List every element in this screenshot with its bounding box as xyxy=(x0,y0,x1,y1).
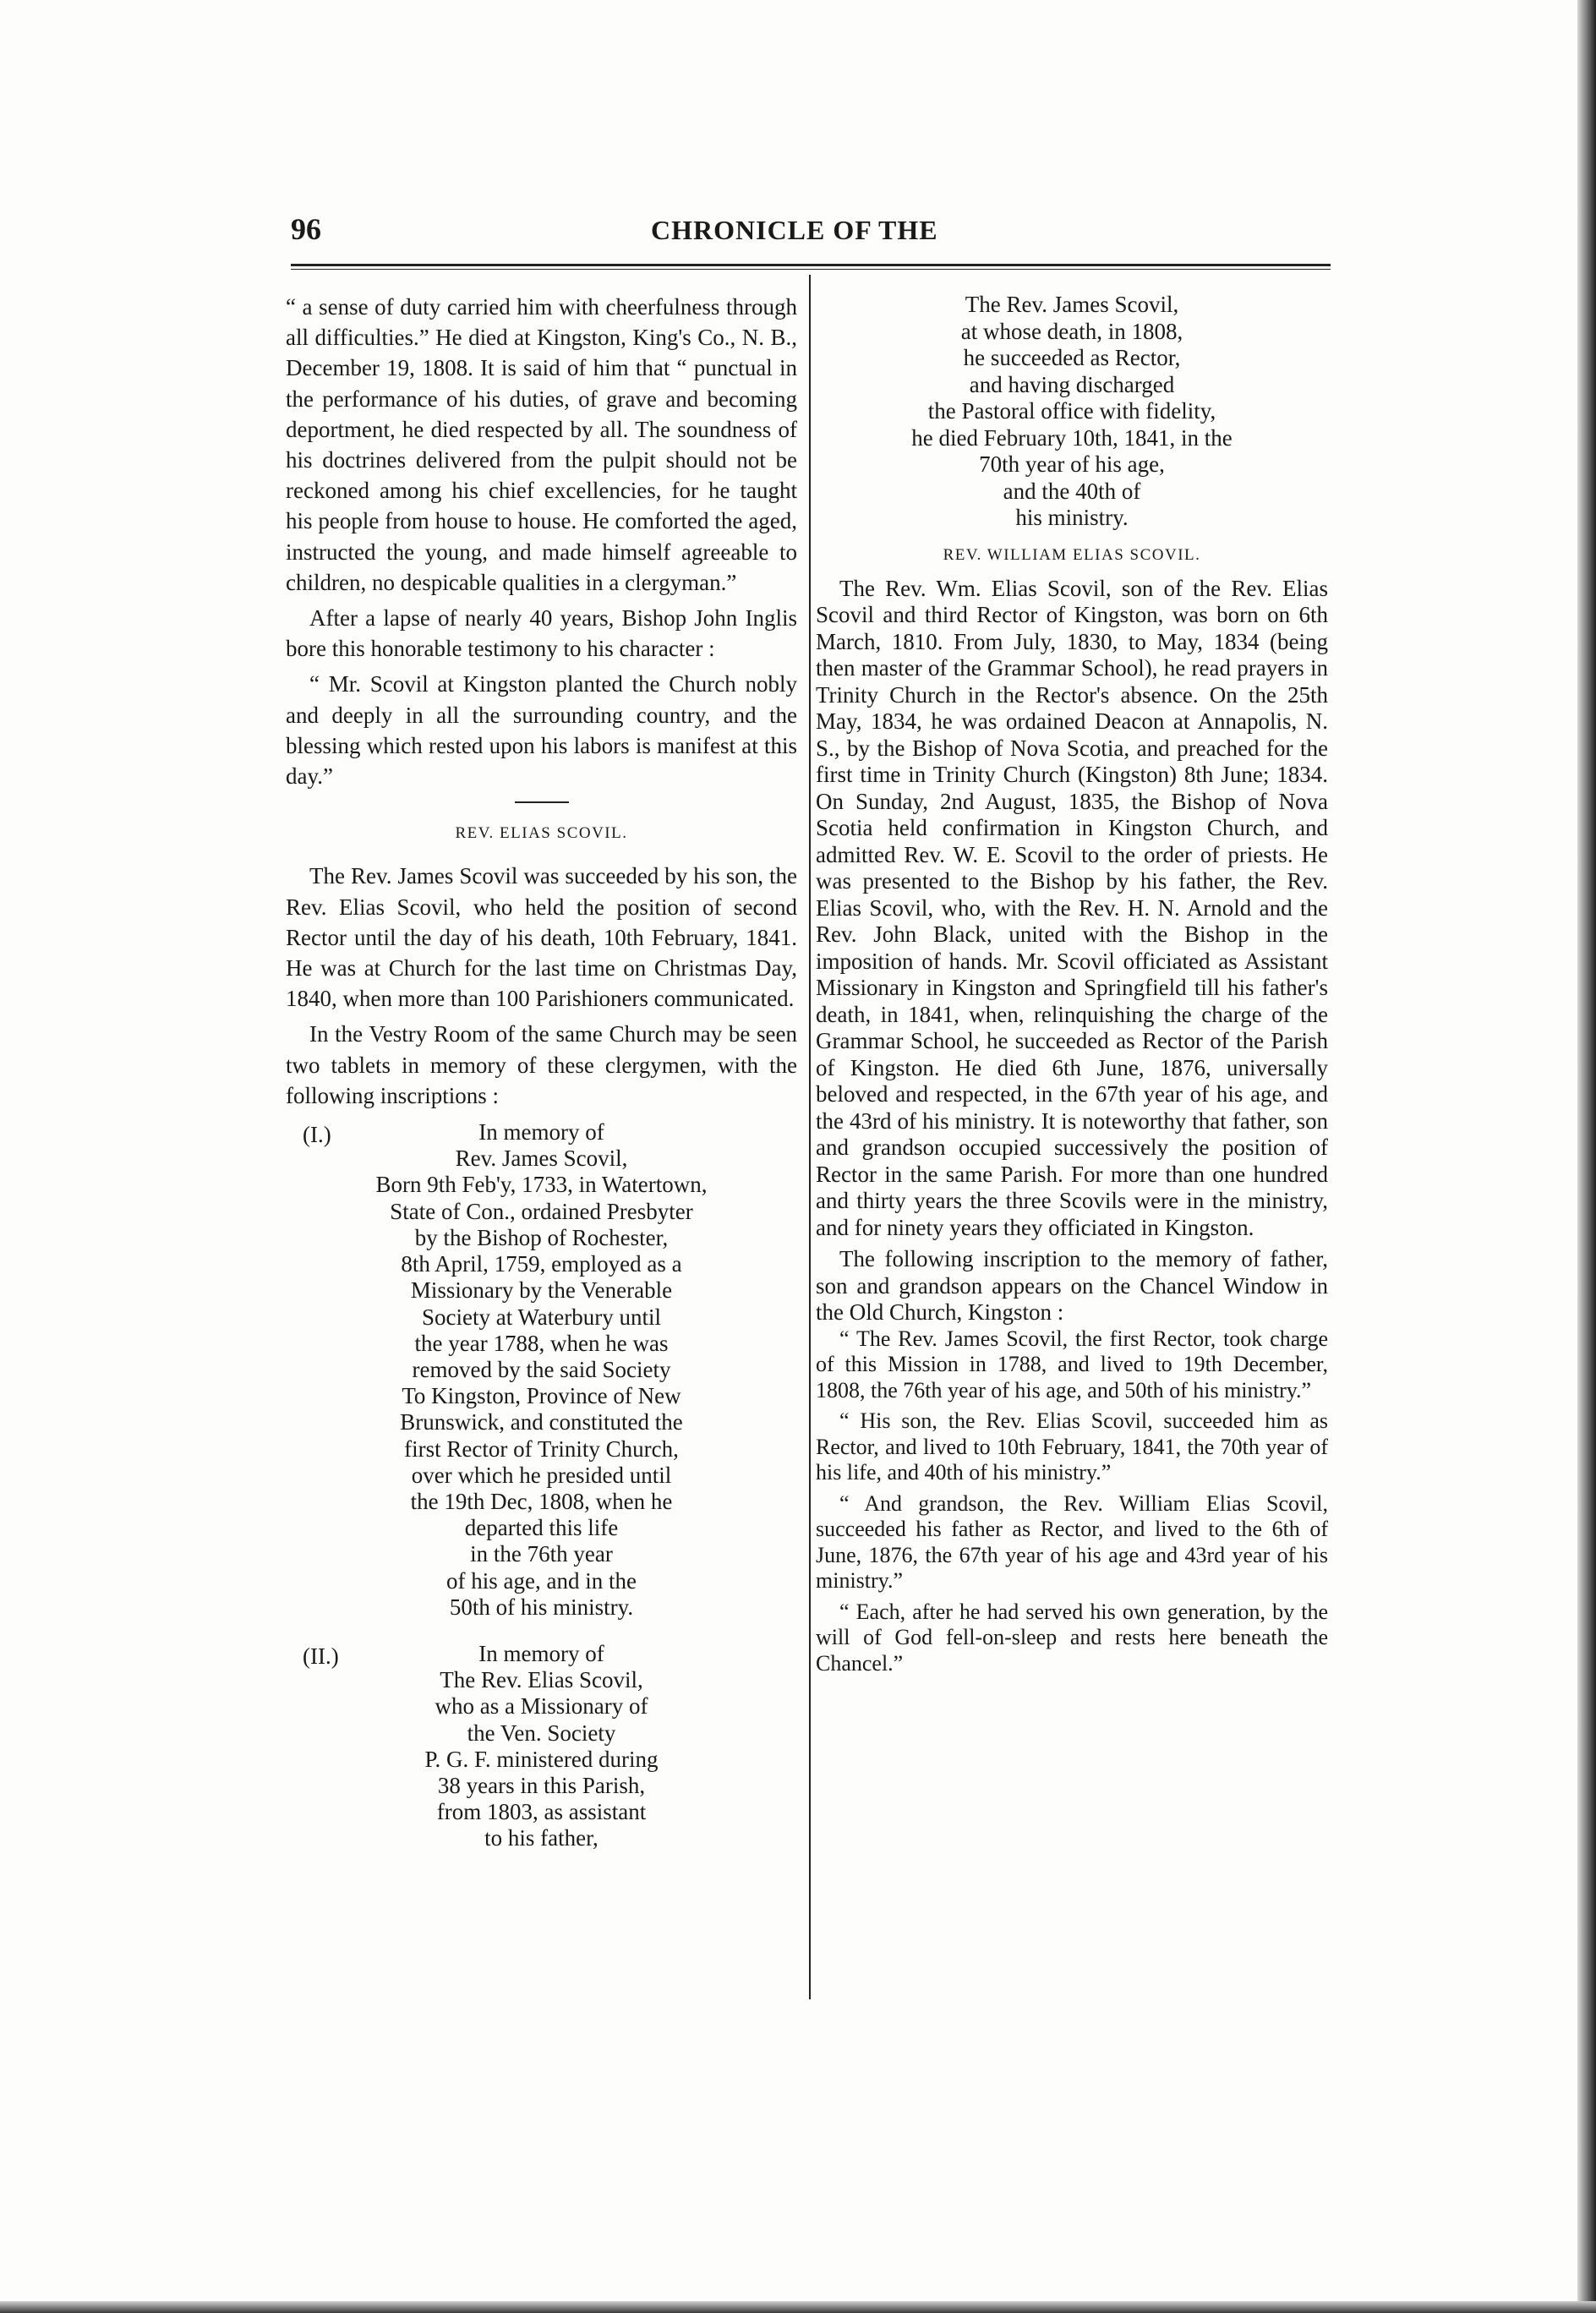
tablet-lines xyxy=(286,1119,797,1621)
quotation: “ The Rev. James Scovil, the first Rector, took charge of this Mission in 1788, and lived to 19th December, 1808, the 76th year of his age, and 50th of his ministry.” xyxy=(816,1326,1328,1403)
inscription-line: Rev. James Scovil, xyxy=(455,1146,628,1172)
paragraph: The Rev. Wm. Elias Scovil, son of the Rev. Elias Scovil and third Rector of Kingston, was born on 6th March, 1810. From July, 1830, to May, 1834 (being then master of the Grammar School), he read prayers in Trinity Church in the Rector's absence. On the 25th May, 1834, he was ordained Deacon at Annapolis, N. S., by the Bishop of Nova Scotia, and preached for the first time in Trinity Church (Kingston) 8th June; 1834. On Sunday, 2nd August, 1835, the Bishop of Nova Scotia held confirmation in Kingston Church, and admitted Rev. W. E. Scovil to the order of priests. He was presented to the Bishop by his father, the Rev. Elias Scovil, who, with the Rev. H. N. Arnold and the Rev. John Black, united with the Bishop in the imposition of hands. Mr. Scovil officiated as Assistant Missionary in Kingston and Springfield till his father's death, in 1841, when, relinquishing the charge of the Grammar School, he succeeded as Rector of the Parish of Kingston. He died 6th June, 1876, universally beloved and respected, in the 67th year of his age, and the 43rd of his ministry. It is noteworthy that father, son and grandson occupied successively the position of Rector in the same Parish. For more than one hundred and thirty years the three Scovils were in the ministry, and for ninety years they officiated in Kingston. xyxy=(816,575,1328,1240)
right-column xyxy=(816,292,1328,1676)
inscription-line: his ministry. xyxy=(1015,505,1129,530)
inscription-line: In memory of xyxy=(478,1640,604,1666)
column-divider xyxy=(809,275,811,1999)
inscription-line: to his father, xyxy=(484,1825,598,1851)
inscription-line: he succeeded as Rector, xyxy=(963,345,1181,370)
inscription-line: of his age, and in the xyxy=(446,1567,637,1594)
page-edge-shadow xyxy=(1577,0,1596,2313)
quotation: “ Mr. Scovil at Kingston planted the Church nobly and deeply in all the surrounding country, and the blessing which rested upon his labors is manifest at this day.” xyxy=(286,671,797,790)
page-bottom-shadow xyxy=(0,2301,1596,2313)
inscription-line: the 19th Dec, 1808, when he xyxy=(410,1488,673,1514)
inscription-line: who as a Missionary of xyxy=(435,1693,648,1720)
paragraph: After a lapse of nearly 40 years, Bishop John Inglis bore this honorable testimony to his character : xyxy=(286,605,797,662)
inscription-line: by the Bishop of Rochester, xyxy=(414,1224,669,1250)
inscription-line: over which he presided until xyxy=(411,1462,672,1488)
inscription-line: from 1803, as assistant xyxy=(436,1799,647,1825)
inscription-line: Society at Waterbury until xyxy=(421,1304,661,1330)
paragraph: “ a sense of duty carried him with cheerfulness through all difficulties.” He died at Kingston, King's Co., N. B., December 19, 1808. It is said of him that “ punctual in the performance of his duties, of grave and becoming deportment, he died respected by all. The soundness of his doctrines delivered from the pulpit should not be reckoned among his chief excellencies, for he taught his people from house to house. He comforted the aged, instructed the young, and made himself agreeable to children, no despicable qualities in a clergyman.” xyxy=(286,294,797,595)
inscription-line: In memory of xyxy=(478,1119,604,1146)
quotation: “ Each, after he had served his own generation, by the will of God fell-on-sleep and rests here beneath the Chancel.” xyxy=(816,1599,1328,1676)
inscription-line: Born 9th Feb'y, 1733, in Watertown, xyxy=(375,1172,708,1198)
tablet-number: (I.) xyxy=(303,1122,331,1148)
section-rule xyxy=(515,801,569,803)
inscription-line: Missionary by the Venerable xyxy=(410,1277,673,1304)
paragraph: The following inscription to the memory of father, son and grandson appears on the Chancel Window in the Old Church, Kingston : xyxy=(816,1246,1328,1326)
inscription-line: 8th April, 1759, employed as a xyxy=(401,1251,682,1277)
inscription-line: first Rector of Trinity Church, xyxy=(404,1435,679,1462)
inscription-line: 38 years in this Parish, xyxy=(437,1772,646,1798)
inscription-line: in the 76th year xyxy=(470,1541,613,1567)
tablet-number: (II.) xyxy=(303,1643,339,1669)
inscription-line: P. G. F. ministered during xyxy=(424,1746,659,1772)
inscription-line: and having discharged xyxy=(969,371,1175,397)
section-heading: REV. ELIAS SCOVIL. xyxy=(455,824,628,843)
section-heading: REV. WILLIAM ELIAS SCOVIL. xyxy=(943,545,1201,564)
paragraph: In the Vestry Room of the same Church may be seen two tablets in memory of these clergymen, with the following inscriptions : xyxy=(286,1021,797,1108)
inscription-line: the Ven. Society xyxy=(467,1720,616,1746)
inscription-line: the Pastoral office with fidelity, xyxy=(927,398,1216,424)
inscription-line: at whose death, in 1808, xyxy=(960,318,1183,344)
inscription-line: and the 40th of xyxy=(1003,478,1141,504)
left-column xyxy=(286,292,797,1852)
inscription-line: 50th of his ministry. xyxy=(449,1594,634,1620)
paragraph: The Rev. James Scovil was succeeded by his son, the Rev. Elias Scovil, who held the position of second Rector until the day of his death, 10th February, 1841. He was at Church for the last time on Christmas Day, 1840, when more than 100 Parishioners communicated. xyxy=(286,863,797,1012)
inscription-line: State of Con., ordained Presbyter xyxy=(390,1198,693,1224)
inscription-line: The Rev. Elias Scovil, xyxy=(440,1667,643,1693)
quotation: “ And grandson, the Rev. William Elias Scovil, succeeded his father as Rector, and lived to the 6th of June, 1876, the 67th year of his age and 43rd year of his ministry.” xyxy=(816,1490,1328,1594)
quotation: “ His son, the Rev. Elias Scovil, succeeded him as Rector, and lived to 10th February, 1841, the 70th year of his life, and 40th of his ministry.” xyxy=(816,1408,1328,1485)
inscription-line: he died February 10th, 1841, in the xyxy=(911,424,1233,451)
tablet-inscription-1 xyxy=(286,1119,797,1621)
tablet-lines xyxy=(286,1641,797,1852)
tablet-inscription-2 xyxy=(286,1641,797,1852)
inscription-line: the year 1788, when he was xyxy=(414,1330,669,1356)
inscription-line: To Kingston, Province of New xyxy=(402,1383,681,1409)
running-head: CHRONICLE OF THE xyxy=(651,215,938,245)
inscription-line: 70th year of his age, xyxy=(979,451,1165,477)
inscription-line: departed this life xyxy=(464,1515,619,1541)
inscription-line: Brunswick, and constituted the xyxy=(400,1409,683,1435)
epitaph-continuation xyxy=(816,292,1328,532)
header-rule xyxy=(291,264,1331,270)
page-number: 96 xyxy=(291,212,321,246)
inscription-line: The Rev. James Scovil, xyxy=(965,292,1179,317)
inscription-line: removed by the said Society xyxy=(412,1356,671,1382)
